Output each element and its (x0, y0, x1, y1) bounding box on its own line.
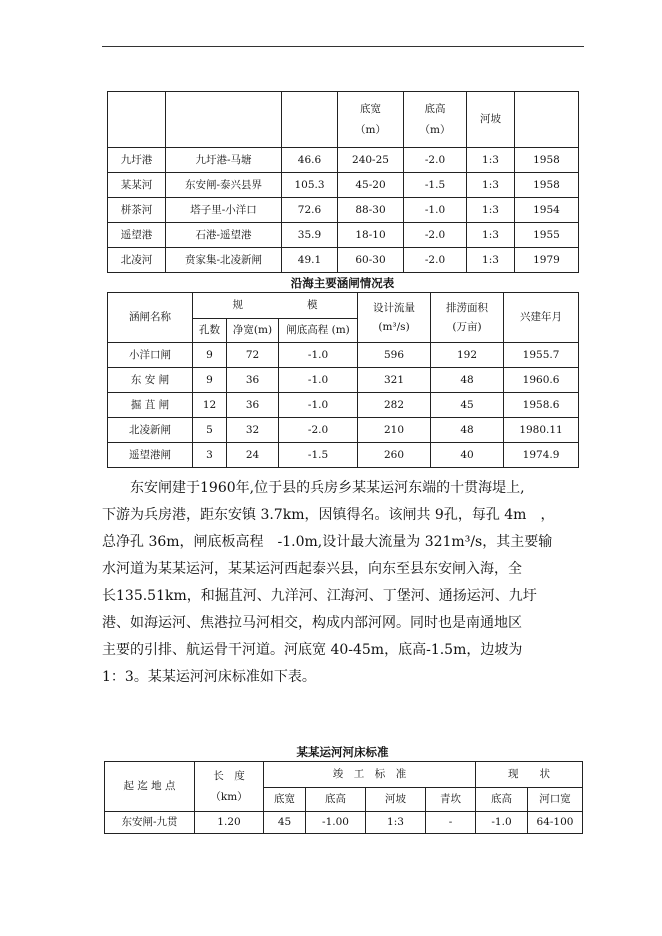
cell: -1.0 (404, 198, 467, 223)
cell: 3 (193, 443, 227, 468)
header-completion-standard: 竣 工 标 准 (264, 762, 476, 788)
header-start-end-place: 起 迄 地 点 (105, 762, 195, 812)
header-holes: 孔数 (193, 319, 227, 343)
cell: 掘 苴 闸 (108, 393, 193, 418)
cell: 5 (193, 418, 227, 443)
body-paragraph (102, 475, 592, 691)
header-cell: 青坎 (426, 788, 476, 812)
cell: 260 (358, 443, 431, 468)
table-row (108, 173, 579, 198)
cell: 1979 (515, 248, 579, 273)
paragraph-line: 长135.51km，和掘苴河、九洋河、江海河、丁堡河、通扬运河、九圩 (102, 588, 537, 604)
table-row (108, 393, 579, 418)
cell: -1.5 (404, 173, 467, 198)
table-row (108, 368, 579, 393)
cell: 596 (358, 343, 431, 368)
cell: 1:3 (467, 223, 515, 248)
cell: 九圩港-马塘 (166, 148, 282, 173)
cell: 1958 (515, 173, 579, 198)
cell: 24 (227, 443, 279, 468)
paragraph-line: 东安闸建于1960年,位于县的兵房乡某某运河东端的十贯海堤上, (130, 480, 525, 496)
cell: 1958 (515, 148, 579, 173)
header-cell-bottom-elev: 底高 （m） (404, 92, 467, 148)
table-row (108, 248, 579, 273)
paragraph-line: 水河道为某某运河，某某运河西起泰兴县，向东至县东安闸入海，全 (102, 561, 522, 577)
cell: 1980.11 (504, 418, 579, 443)
header-design-flow: 设计流量 (m³/s) (358, 293, 431, 343)
sluice-table-caption: 沿海主要涵闸情况表 (290, 276, 395, 290)
cell: 1.20 (195, 812, 264, 834)
cell: 1955.7 (504, 343, 579, 368)
cell: 1974.9 (504, 443, 579, 468)
header-sill-elev: 闸底高程 (m) (279, 319, 358, 343)
header-cell: 河口宽 (528, 788, 583, 812)
cell: 东安闸-泰兴县界 (166, 173, 282, 198)
cell: 45 (264, 812, 306, 834)
table-row (108, 443, 579, 468)
header-cell (282, 92, 338, 148)
cell: 遥望港闸 (108, 443, 193, 468)
cell: 192 (431, 343, 504, 368)
table-row (108, 418, 579, 443)
cell: 36 (227, 368, 279, 393)
header-rule (102, 46, 584, 47)
cell: 遥望港 (108, 223, 166, 248)
cell: 1:3 (467, 248, 515, 273)
cell: 1960.6 (504, 368, 579, 393)
table-header-row (108, 293, 579, 319)
cell: 48 (431, 368, 504, 393)
cell: 12 (193, 393, 227, 418)
header-cell: 底高 (476, 788, 528, 812)
cell: -1.0 (279, 393, 358, 418)
header-cell: 底宽 (264, 788, 306, 812)
cell: -2.0 (404, 223, 467, 248)
table-header-row (108, 92, 579, 148)
cell: 石港-遥望港 (166, 223, 282, 248)
cell: 45 (431, 393, 504, 418)
cell: 48 (431, 418, 504, 443)
cell: 210 (358, 418, 431, 443)
cell: 32 (227, 418, 279, 443)
cell: 小洋口闸 (108, 343, 193, 368)
cell: 1954 (515, 198, 579, 223)
header-sluice-name: 涵闸名称 (108, 293, 193, 343)
cell: 88-30 (338, 198, 404, 223)
cell: -1.00 (306, 812, 366, 834)
header-net-width: 净宽(m) (227, 319, 279, 343)
cell: - (426, 812, 476, 834)
paragraph-line: 港、如海运河、焦港拉马河相交，构成内部河网。同时也是南通地区 (102, 615, 522, 631)
cell: 49.1 (282, 248, 338, 273)
header-build-date: 兴建年月 (504, 293, 579, 343)
sluice-table (107, 292, 579, 468)
cell: 东 安 闸 (108, 368, 193, 393)
header-drain-area: 排涝面积 (万亩) (431, 293, 504, 343)
cell: -2.0 (404, 148, 467, 173)
header-cell (166, 92, 282, 148)
riverbed-table (104, 761, 583, 834)
cell: 45-20 (338, 173, 404, 198)
table-row (108, 148, 579, 173)
table-row (105, 812, 583, 834)
paragraph-line: 1：3。某某运河河床标准如下表。 (102, 669, 316, 685)
header-current-status: 现 状 (476, 762, 583, 788)
cell: 282 (358, 393, 431, 418)
paragraph-line: 主要的引排、航运骨干河道。河底宽 40-45m，底高-1.5m，边坡为 (102, 642, 523, 658)
header-length: 长 度 （km） (195, 762, 264, 812)
cell: -2.0 (404, 248, 467, 273)
cell: 35.9 (282, 223, 338, 248)
header-cell (108, 92, 166, 148)
cell: 北凌新闸 (108, 418, 193, 443)
paragraph-line: 总净孔 36m，闸底板高程 -1.0m,设计最大流量为 321m³/s，其主要输 (102, 534, 553, 550)
cell: 某某河 (108, 173, 166, 198)
cell: 九圩港 (108, 148, 166, 173)
table-header-row (105, 762, 583, 788)
cell: 40 (431, 443, 504, 468)
cell: 72 (227, 343, 279, 368)
table-row (108, 198, 579, 223)
cell: -1.0 (279, 368, 358, 393)
cell: -2.0 (279, 418, 358, 443)
cell: 321 (358, 368, 431, 393)
cell: 1:3 (467, 148, 515, 173)
header-cell: 底高 (306, 788, 366, 812)
cell: 9 (193, 343, 227, 368)
cell: -1.0 (476, 812, 528, 834)
table-row (108, 223, 579, 248)
cell: 46.6 (282, 148, 338, 173)
cell: -1.5 (279, 443, 358, 468)
cell: 105.3 (282, 173, 338, 198)
cell: 1955 (515, 223, 579, 248)
header-cell-slope: 河坡 (467, 92, 515, 148)
cell: 东安闸-九贯 (105, 812, 195, 834)
cell: -1.0 (279, 343, 358, 368)
cell: 72.6 (282, 198, 338, 223)
header-cell: 河坡 (366, 788, 426, 812)
cell: 18-10 (338, 223, 404, 248)
table-row (108, 343, 579, 368)
cell: 1:3 (467, 198, 515, 223)
cell: 贲家集-北凌新闸 (166, 248, 282, 273)
cell: 64-100 (528, 812, 583, 834)
cell: 北凌河 (108, 248, 166, 273)
paragraph-line: 下游为兵房港，距东安镇 3.7km，因镇得名。该闸共 9孔，每孔 4m ， (102, 507, 555, 523)
header-scale: 规 模 (193, 293, 358, 319)
cell: 9 (193, 368, 227, 393)
riverbed-table-caption: 某某运河河床标准 (296, 745, 389, 759)
header-cell-bottom-width: 底宽 （m） (338, 92, 404, 148)
cell: 1958.6 (504, 393, 579, 418)
header-cell (515, 92, 579, 148)
cell: 60-30 (338, 248, 404, 273)
cell: 塔子里-小洋口 (166, 198, 282, 223)
cell: 36 (227, 393, 279, 418)
cell: 240-25 (338, 148, 404, 173)
cell: 栟茶河 (108, 198, 166, 223)
cell: 1:3 (366, 812, 426, 834)
river-table (107, 91, 579, 273)
cell: 1:3 (467, 173, 515, 198)
